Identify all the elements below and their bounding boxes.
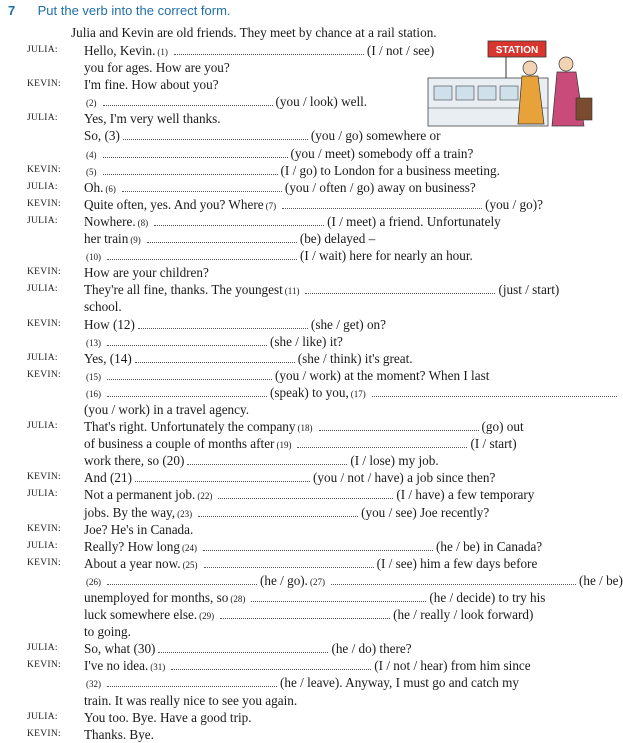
text-segment: (he / decide) to try his xyxy=(429,590,546,605)
exercise-number: 7 xyxy=(8,3,16,18)
dialogue-line xyxy=(0,367,602,384)
item-number: (28) xyxy=(230,594,246,604)
answer-blank[interactable] xyxy=(218,488,393,499)
text-segment: (you / work) at the moment? When I last xyxy=(275,367,490,383)
text-segment: So, (3) xyxy=(84,128,120,144)
text-segment: And (21) xyxy=(84,470,132,486)
dialogue-line xyxy=(0,435,602,452)
dialogue-line xyxy=(0,213,602,230)
speaker-label: JULIA: xyxy=(27,643,58,654)
answer-blank[interactable] xyxy=(107,335,267,346)
dialogue-line xyxy=(0,452,602,469)
text-segment: train. It was really nice to see you again. xyxy=(84,692,298,708)
dialogue-line xyxy=(0,127,602,144)
item-number: (11) xyxy=(284,286,300,297)
speaker-label: JULIA: xyxy=(27,421,58,432)
dialogue-line xyxy=(0,76,602,93)
dialogue-line xyxy=(0,640,602,657)
dialogue-line xyxy=(0,555,602,572)
dialogue-line xyxy=(0,196,602,213)
line-text xyxy=(84,401,249,418)
line-text xyxy=(84,623,131,640)
answer-blank[interactable] xyxy=(171,659,371,670)
text-segment: Yes, I'm very well thanks. xyxy=(84,111,221,127)
item-number: (7) xyxy=(265,200,277,211)
text-segment: her train xyxy=(84,231,129,247)
line-text xyxy=(84,469,495,486)
dialogue-line xyxy=(0,572,623,589)
answer-blank[interactable] xyxy=(174,44,364,55)
exercise-instruction: Put the verb into the correct form. xyxy=(37,3,231,18)
line-text xyxy=(84,692,297,709)
line-text xyxy=(84,709,252,726)
text-segment: (he / be) xyxy=(578,572,623,588)
text-segment: (speak) to you, xyxy=(270,384,349,400)
text-segment: Nowhere. xyxy=(84,213,136,229)
text-segment: of business a couple of months after xyxy=(84,436,275,452)
speaker-label: KEVIN: xyxy=(27,164,61,175)
dialogue-line xyxy=(0,333,602,350)
dialogue-line xyxy=(0,110,602,127)
dialogue-line xyxy=(0,657,602,674)
text-segment: you for ages. How are you? xyxy=(84,60,230,76)
text-segment: (she / think) it's great. xyxy=(297,350,413,366)
line-text xyxy=(84,640,412,657)
item-number: (17) xyxy=(350,388,366,399)
line-text xyxy=(84,298,122,315)
text-segment: (I / meet) a friend. Unfortunately xyxy=(327,213,501,229)
text-segment: Thanks. Bye. xyxy=(84,726,154,742)
station-sign-text: STATION xyxy=(495,45,539,56)
text-segment: About a year now. xyxy=(84,555,181,571)
text-segment: (be) delayed – xyxy=(299,231,376,247)
item-number: (8) xyxy=(137,217,149,228)
answer-blank[interactable] xyxy=(331,574,576,585)
text-segment: (you / not / have) a job since then? xyxy=(312,470,496,486)
text-segment: They're all fine, thanks. The youngest xyxy=(84,282,283,298)
line-text xyxy=(84,726,154,743)
text-segment: Oh. xyxy=(84,179,104,195)
dialogue-line xyxy=(0,42,602,59)
dialogue-line xyxy=(0,162,602,179)
speaker-label: KEVIN: xyxy=(27,523,61,534)
answer-blank[interactable] xyxy=(297,437,467,448)
answer-blank[interactable] xyxy=(204,557,374,568)
text-segment: Quite often, yes. And you? Where xyxy=(84,196,264,212)
text-segment: (I / have) a few temporary xyxy=(396,487,535,503)
speaker-label: KEVIN: xyxy=(27,472,61,483)
answer-blank[interactable] xyxy=(305,283,495,294)
speaker-label: KEVIN: xyxy=(27,728,61,739)
dialogue-line xyxy=(0,521,602,538)
text-segment: Joe? He's in Canada. xyxy=(84,521,194,537)
dialogue-line xyxy=(0,726,602,743)
text-segment: (he / really / look forward) xyxy=(393,607,534,623)
speaker-label: JULIA: xyxy=(27,45,58,55)
answer-blank[interactable] xyxy=(220,608,390,619)
answer-blank[interactable] xyxy=(187,454,347,465)
line-text xyxy=(84,264,209,281)
dialogue-line xyxy=(0,589,602,606)
dialogue-line xyxy=(0,504,602,521)
item-number: (15) xyxy=(86,371,101,382)
text-segment: (you / meet) somebody off a train? xyxy=(290,145,474,161)
line-text xyxy=(84,127,441,144)
item-number: (4) xyxy=(86,149,97,160)
answer-blank[interactable] xyxy=(103,164,278,175)
dialogue-line xyxy=(0,281,602,298)
dialogue-line xyxy=(0,469,602,486)
speaker-label: JULIA: xyxy=(27,284,58,295)
item-number: (18) xyxy=(297,423,313,434)
text-segment: (you / go) somewhere or xyxy=(310,128,441,144)
exercise-header xyxy=(8,3,231,18)
speaker-label: KEVIN: xyxy=(27,557,61,568)
item-number: (22) xyxy=(197,491,213,502)
text-segment: I've no idea. xyxy=(84,658,149,674)
item-number: (9) xyxy=(130,235,141,246)
text-segment: I'm fine. How about you? xyxy=(84,77,219,93)
item-number: (19) xyxy=(276,440,292,451)
text-segment: (I / not / hear) from him since xyxy=(374,658,531,674)
answer-blank[interactable] xyxy=(103,95,273,106)
dialogue-line xyxy=(0,692,602,709)
item-number: (25) xyxy=(182,559,198,570)
text-segment: Hello, Kevin. xyxy=(84,43,156,58)
dialogue xyxy=(0,42,623,743)
text-segment: How (12) xyxy=(84,316,135,332)
line-text xyxy=(84,350,413,367)
text-segment: (I / wait) here for nearly an hour. xyxy=(300,248,473,264)
text-segment: luck somewhere else. xyxy=(84,607,198,623)
answer-blank[interactable] xyxy=(203,540,433,551)
dialogue-line xyxy=(0,486,602,503)
text-segment: You too. Bye. Have a good trip. xyxy=(84,709,252,725)
answer-blank[interactable] xyxy=(251,591,426,602)
dialogue-line xyxy=(0,298,602,315)
speaker-label: JULIA: xyxy=(27,215,58,226)
text-segment: (you / see) Joe recently? xyxy=(361,504,490,520)
dialogue-line xyxy=(0,384,602,401)
dialogue-line xyxy=(0,179,602,196)
answer-blank[interactable] xyxy=(122,181,282,192)
text-segment: (I / start) xyxy=(470,436,517,452)
speaker-label: KEVIN: xyxy=(27,660,61,671)
answer-blank[interactable] xyxy=(135,471,310,482)
answer-blank[interactable] xyxy=(147,232,297,243)
line-text xyxy=(84,521,193,538)
item-number: (32) xyxy=(86,679,101,690)
item-number: (31) xyxy=(150,662,166,673)
text-segment: school. xyxy=(84,299,122,315)
text-segment: (you / work) in a travel agency. xyxy=(84,401,250,417)
item-number: (5) xyxy=(86,166,97,177)
item-number: (6) xyxy=(105,183,116,194)
item-number: (10) xyxy=(86,252,101,263)
text-segment: (she / like) it? xyxy=(270,333,343,349)
text-segment: (he / be) in Canada? xyxy=(435,538,543,554)
line-text xyxy=(84,316,386,333)
line-text xyxy=(84,76,219,93)
answer-blank[interactable] xyxy=(107,369,272,380)
dialogue-line xyxy=(0,264,602,281)
item-number: (13) xyxy=(86,337,101,348)
text-segment: How are your children? xyxy=(84,265,209,281)
dialogue-line xyxy=(0,606,602,623)
dialogue-line xyxy=(0,418,602,435)
text-segment: Really? How long xyxy=(84,538,180,554)
answer-blank[interactable] xyxy=(319,420,479,431)
text-segment: (I / go) to London for a business meeting. xyxy=(280,162,500,178)
item-number: (23) xyxy=(177,508,193,519)
dialogue-line xyxy=(0,709,602,726)
line-text xyxy=(84,59,230,76)
text-segment: (he / leave). Anyway, I must go and catch my xyxy=(280,675,520,691)
text-segment: So, what (30) xyxy=(84,641,156,657)
dialogue-line xyxy=(0,316,602,333)
text-segment: jobs. By the way, xyxy=(84,504,176,520)
item-number: (24) xyxy=(181,542,197,553)
speaker-label: JULIA: xyxy=(27,540,58,551)
text-segment: (she / get) on? xyxy=(310,316,386,332)
speaker-label: KEVIN: xyxy=(27,198,61,209)
answer-blank[interactable] xyxy=(135,352,295,363)
item-number: (1) xyxy=(157,47,168,57)
answer-blank[interactable] xyxy=(154,215,324,226)
item-number: (26) xyxy=(86,576,101,587)
item-number: (27) xyxy=(309,576,325,587)
item-number: (29) xyxy=(199,611,215,622)
dialogue-line xyxy=(0,247,602,264)
item-number: (2) xyxy=(86,98,97,109)
text-segment: Yes, (14) xyxy=(84,350,132,366)
line-text xyxy=(84,110,221,127)
text-segment: (I / not / see) xyxy=(366,43,435,58)
answer-blank[interactable] xyxy=(198,506,358,517)
dialogue-line xyxy=(0,230,602,247)
text-segment: (go) out xyxy=(481,419,524,435)
speaker-label: KEVIN: xyxy=(27,369,61,380)
speaker-label: JULIA: xyxy=(27,711,58,722)
text-segment: work there, so (20) xyxy=(84,453,185,469)
answer-blank[interactable] xyxy=(103,147,288,158)
answer-blank[interactable] xyxy=(107,676,277,687)
dialogue-line xyxy=(0,145,602,162)
answer-blank[interactable] xyxy=(107,386,267,397)
line-text xyxy=(84,452,439,469)
answer-blank[interactable] xyxy=(158,642,328,653)
answer-blank[interactable] xyxy=(282,198,482,209)
text-segment: (he / go). xyxy=(260,572,308,588)
dialogue-line xyxy=(0,350,602,367)
speaker-label: KEVIN: xyxy=(27,318,61,329)
answer-blank[interactable] xyxy=(107,249,297,260)
text-segment: (I / see) him a few days before xyxy=(376,555,538,571)
text-segment: (you / go)? xyxy=(485,196,543,212)
speaker-label: JULIA: xyxy=(27,352,58,363)
text-segment: (just / start) xyxy=(498,282,560,298)
speaker-label: JULIA: xyxy=(27,489,58,500)
answer-blank[interactable] xyxy=(372,386,617,397)
dialogue-line xyxy=(0,401,602,418)
text-segment: (you / look) well. xyxy=(275,94,368,110)
dialogue-line xyxy=(0,93,602,110)
speaker-label: KEVIN: xyxy=(27,267,61,278)
speaker-label: KEVIN: xyxy=(27,79,61,90)
text-segment: (he / do) there? xyxy=(331,641,412,657)
text-segment: (you / often / go) away on business? xyxy=(284,179,476,195)
answer-blank[interactable] xyxy=(138,318,308,329)
dialogue-line xyxy=(0,623,602,640)
text-segment: unemployed for months, so xyxy=(84,590,229,605)
text-segment: Not a permanent job. xyxy=(84,487,196,503)
exercise-intro: Julia and Kevin are old friends. They meet by chance at a rail station. xyxy=(71,25,437,40)
speaker-label: JULIA: xyxy=(27,181,58,192)
speaker-label: JULIA: xyxy=(27,113,58,124)
answer-blank[interactable] xyxy=(107,574,257,585)
dialogue-line xyxy=(0,674,602,691)
text-segment: to going. xyxy=(84,624,131,640)
item-number: (16) xyxy=(86,388,101,399)
text-segment: (I / lose) my job. xyxy=(350,453,439,469)
dialogue-line xyxy=(0,59,602,76)
text-segment: That's right. Unfortunately the company xyxy=(84,419,296,435)
dialogue-line xyxy=(0,538,602,555)
answer-blank[interactable] xyxy=(123,129,308,140)
